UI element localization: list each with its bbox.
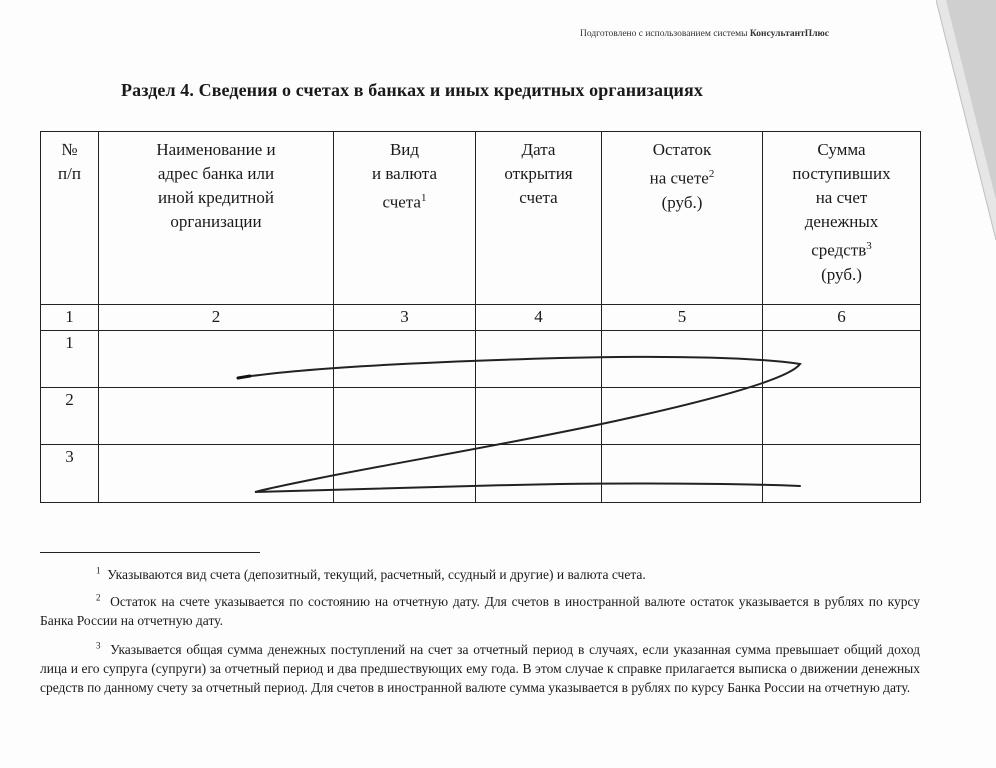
col-header-bank: Наименование и адрес банка или иной кредитной организации (99, 132, 334, 305)
cell-type (334, 331, 476, 388)
col-header-balance: Остаток на счете$^2$ (руб.) (602, 132, 763, 305)
table-row (41, 445, 921, 503)
cell-date (476, 331, 602, 388)
cell-type (334, 388, 476, 445)
cell-sum (763, 331, 921, 388)
cell-balance (602, 445, 763, 503)
cell-bank (99, 388, 334, 445)
cell-date (476, 388, 602, 445)
page-curl-decoration (936, 0, 996, 240)
cell-balance (602, 388, 763, 445)
header-note-brand: КонсультантПлюс (749, 29, 829, 39)
col-number: 1 (41, 305, 99, 331)
row-number: 1 (41, 331, 99, 388)
col-number: 2 (99, 305, 334, 331)
footnote-2: $^2$ Остаток на счете указывается по состоянию на отчетную дату. Для счетов в иностранной валюте остаток указывается в рублях по курсу Банка России на отчетную дату. (40, 592, 921, 628)
section-title: Раздел 4. Сведения о счетах в банках и иных кредитных организациях (121, 80, 703, 100)
col-number: 6 (763, 305, 921, 331)
footnote-separator (40, 552, 260, 553)
col-header-sum: Сумма поступивших на счет денежных средств$^3$ (руб.) (763, 132, 921, 305)
accounts-table (40, 131, 921, 503)
header-note-prefix: Подготовлено с использованием системы (580, 29, 748, 39)
row-number: 2 (41, 388, 99, 445)
cell-bank (99, 331, 334, 388)
col-number: 3 (334, 305, 476, 331)
col-header-num: № п/п (41, 132, 99, 305)
footnote-3: $^3$ Указывается общая сумма денежных поступлений на счет за отчетный период в случаях, если указанная сумма превышает общий доход лица и его супруга (супруги) за отчетный период и два предшествующих ему года. В этом случае к справке прилагается выписка о движении денежных средств по данному счету за отчетный период. Для счетов в иностранной валюте сумма указывается в рублях по курсу Банка России на отчетную дату. (40, 640, 921, 695)
col-number: 4 (476, 305, 602, 331)
cell-sum (763, 388, 921, 445)
row-number: 3 (41, 445, 99, 503)
cell-bank (99, 445, 334, 503)
cell-date (476, 445, 602, 503)
column-numbers-row (41, 305, 921, 331)
cell-balance (602, 331, 763, 388)
consultant-header-note (580, 29, 829, 39)
table-row (41, 331, 921, 388)
footnote-1: $^1$ Указываются вид счета (депозитный, текущий, расчетный, ссудный и другие) и валюта счета. (96, 565, 646, 582)
cell-type (334, 445, 476, 503)
table-row (41, 388, 921, 445)
cell-sum (763, 445, 921, 503)
col-header-type: Вид и валюта счета$^1$ (334, 132, 476, 305)
col-header-date: Дата открытия счета (476, 132, 602, 305)
col-number: 5 (602, 305, 763, 331)
table-header-row (41, 132, 921, 305)
